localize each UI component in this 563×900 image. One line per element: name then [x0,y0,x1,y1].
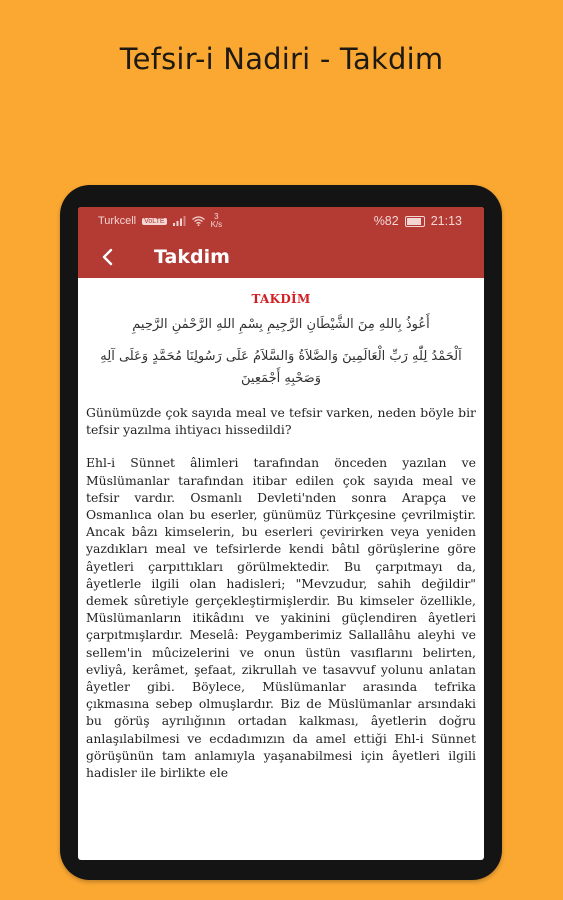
tablet-frame [60,185,502,880]
article-question: Günümüzde çok sayıda meal ve tefsir varken, neden böyle bir tefsir yazılma ihtiyacı hissedildi? [86,405,476,438]
article-paragraph: Ehl-i Sünnet âlimleri tarafından önceden yazılan ve Müslümanlar tarafından itibar edilen çok sayıda meal ve tefsir vardır. Osmanlı Devleti'nden sonra Arapça ve Osmanlıca olan bu eserler, günümüz Türkçesine çevrilmiştir. Ancak bâzı kimselerin, bu eserleri çevirirken veya yeniden yazdıkları meal ve tefsirlerde kendi bâtıl görüşlerine göre âyetleri çarpıttıkları görülmektedir. Bu çarpıtmayı da, âyetlerle ilgili olan hadisleri; "Mevzudur, sahih değildir" demek sûretiyle gerçekleştirmişlerdir. Bu kimseler özellikle, Müslümanların itikâdını ve yakinini güçlendiren âyetleri çarpıtmışlardır. Meselâ: Peygamberimiz Sallallâhu aleyhi ve sellem'in mûcizelerini ve onun üstün vasıflarını belirten, evliyâ, kerâmet, şefaat, zikrullah ve tasavvuf yolunu anlatan âyetler gibi. Böylece, Müslümanlar arasında tefrika çıkmasına sebep olmuşlardır. Biz de Müslümanlar arsındaki bu görüş ayrılığının ortadan kalkması, âyetlerin doğru anlaşılabilmesi ve ecdadımızın da amel ettiği Ehl-i Sünnet görüşünün tam anlamıyla yaşanabilmesi için âyetleri ilgili hadisler ile birlikte ele [86,455,476,781]
device-screen [78,207,484,860]
signal-icon [173,216,186,226]
wifi-icon [192,216,205,226]
network-speed [211,213,223,229]
app-bar [78,235,484,278]
back-button[interactable] [88,237,128,277]
network-speed-value: 3 [214,212,219,221]
chevron-left-icon [101,248,115,266]
status-bar [78,207,484,235]
article-heading: TAKDİM [251,292,311,306]
battery-percent: %82 [373,214,399,228]
arabic-istiaze-besmele: أَعُوذُ بِاللهِ مِنَ الشَّيْطَانِ الرَّجِيمِ بِسْمِ اللهِ الرَّحْمٰنِ الرَّحِيمِ [132,317,430,332]
status-left [98,213,222,229]
carrier-name: Turkcell [98,215,137,227]
network-speed-unit: K/s [210,220,223,229]
clock: 21:13 [430,214,462,228]
battery-icon [405,216,425,227]
arabic-hamdele-salvele: اَلْحَمْدُ لِلّٰهِ رَبِّ الْعَالَمِينَ وَالصَّلاَةُ وَالسَّلاَمُ عَلَى رَسُولِنَا مُحَمَّدٍ وَعَلَى آلِهِ وَصَحْبِهِ أَجْمَعِينَ [100,349,462,386]
volte-badge: VoLTE [144,217,165,225]
article-content [78,278,484,781]
status-right [374,214,462,228]
app-bar-title: Takdim [154,245,230,268]
promo-title: Tefsir-i Nadiri - Takdim [119,42,444,76]
